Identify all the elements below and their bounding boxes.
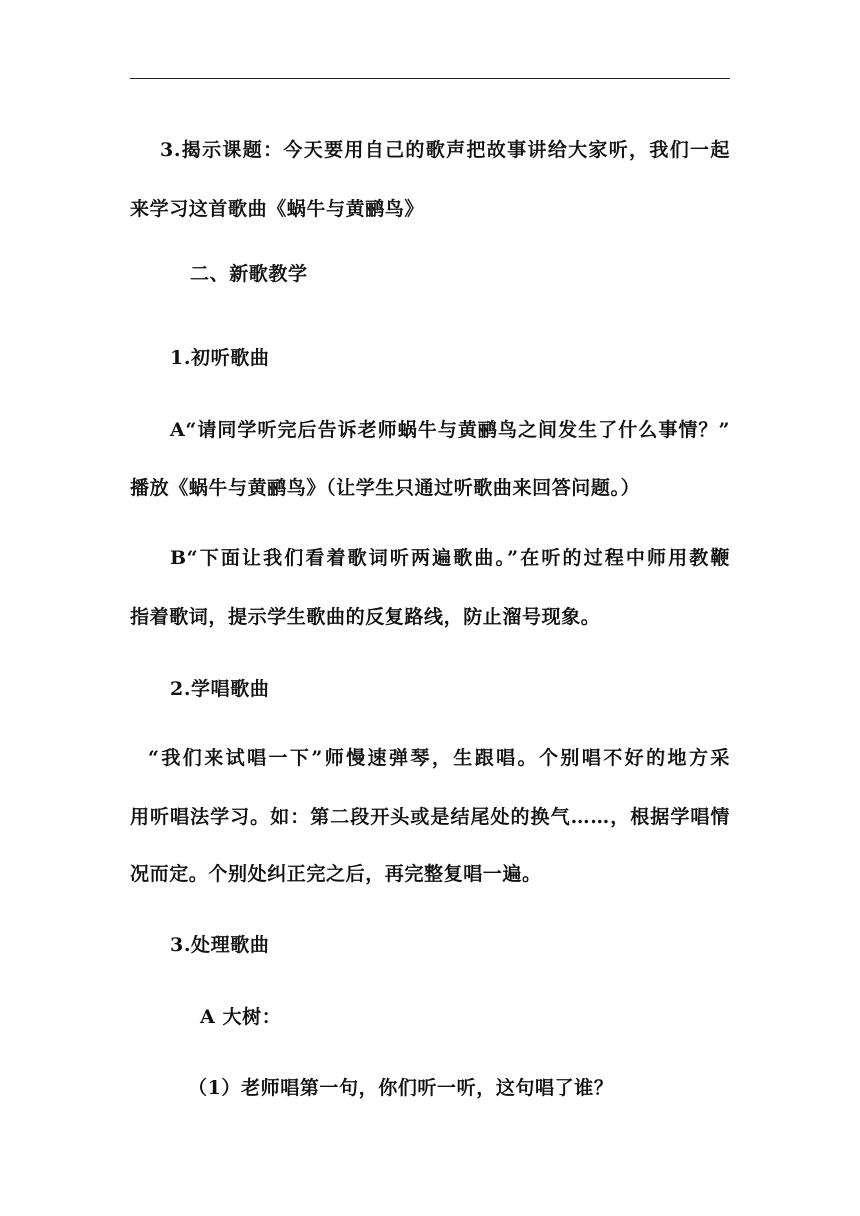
paragraph-line: 3.揭示课题：今天要用自己的歌声把故事讲给大家听，我们一起: [160, 139, 730, 161]
paragraph-line: “我们来试唱一下”师慢速弹琴，生跟唱。个别唱不好的地方采: [148, 747, 730, 769]
paragraph-line: 来学习这首歌曲《蜗牛与黄鹂鸟》: [130, 198, 425, 220]
item-heading: A 大树：: [200, 1006, 282, 1028]
paragraph-line: 况而定。个别处纠正完之后，再完整复唱一遍。: [130, 863, 542, 885]
paragraph-line: 播放《蜗牛与黄鹂鸟》（让学生只通过听歌曲来回答问题。）: [130, 477, 641, 499]
subsection-heading: 3.处理歌曲: [170, 934, 270, 956]
paragraph-line: 用听唱法学习。如：第二段开头或是结尾处的换气……，根据学唱情: [130, 806, 730, 828]
paragraph-line: A“请同学听完后告诉老师蜗牛与黄鹂鸟之间发生了什么事情？”: [170, 419, 730, 441]
paragraph-line: 指着歌词，提示学生歌曲的反复路线，防止溜号现象。: [130, 606, 601, 628]
header-rule: [130, 78, 730, 79]
section-heading: 二、新歌教学: [190, 263, 308, 285]
subsection-heading: 1.初听歌曲: [170, 347, 270, 369]
subsection-heading: 2.学唱歌曲: [170, 678, 270, 700]
paragraph-line: B“下面让我们看着歌词听两遍歌曲。”在听的过程中师用教鞭: [170, 547, 730, 569]
paragraph-line: （1）老师唱第一句，你们听一听，这句唱了谁？: [188, 1077, 614, 1099]
